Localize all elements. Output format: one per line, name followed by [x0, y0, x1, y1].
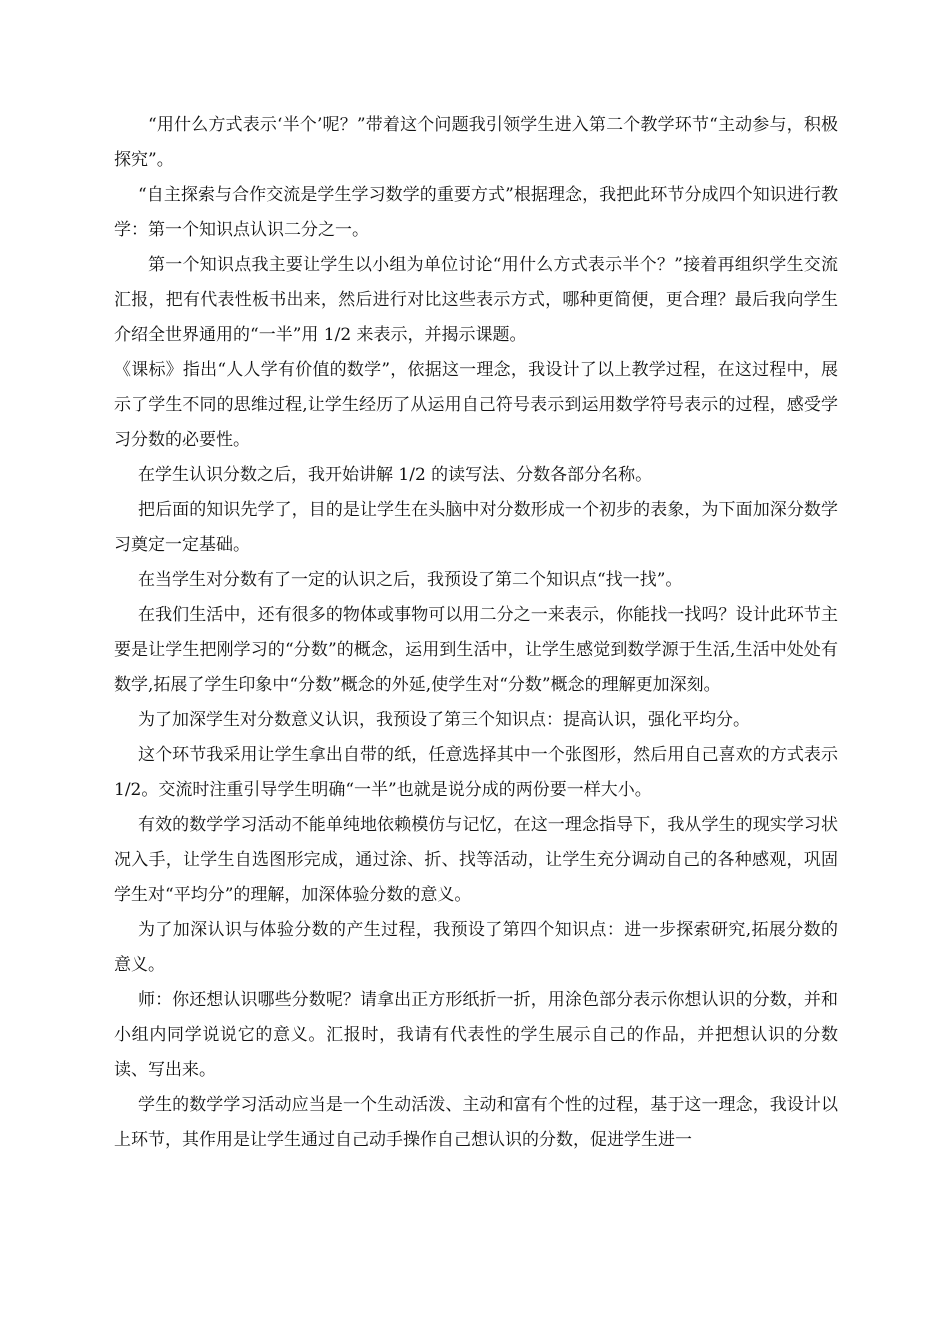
- paragraph-1: “用什么方式表示‘半个’呢？”带着这个问题我引领学生进入第二个教学环节“主动参与，积极探究”。: [114, 115, 838, 170]
- paragraph-6: 把后面的知识先学了，目的是让学生在头脑中对分数形成一个初步的表象，为下面加深分数学习奠定一定基础。: [114, 500, 838, 555]
- paragraph-4: 《课标》指出“人人学有价值的数学”，依据这一理念，我设计了以上教学过程，在这过程中，展示了学生不同的思维过程,让学生经历了从运用自己符号表示到运用数学符号表示的过程，感受学习分数的必要性。: [114, 360, 838, 450]
- paragraph-5: 在学生认识分数之后，我开始讲解 1/2 的读写法、分数各部分名称。: [138, 465, 653, 485]
- paragraph-10: 这个环节我采用让学生拿出自带的纸，任意选择其中一个张图形，然后用自己喜欢的方式表示 1/2。交流时注重引导学生明确“一半”也就是说分成的两份要一样大小。: [114, 745, 838, 800]
- paragraph-9: 为了加深学生对分数意义认识，我预设了第三个知识点：提高认识，强化平均分。: [138, 710, 750, 730]
- paragraph-3: 第一个知识点我主要让学生以小组为单位讨论“用什么方式表示半个？”接着再组织学生交流汇报，把有代表性板书出来，然后进行对比这些表示方式，哪种更简便，更合理？最后我向学生介绍全世界通用的“一半”用 1/2 来表示，并揭示课题。: [114, 255, 838, 345]
- paragraph-12: 为了加深认识与体验分数的产生过程，我预设了第四个知识点：进一步探索研究,拓展分数的意义。: [114, 920, 838, 975]
- paragraph-11: 有效的数学学习活动不能单纯地依赖模仿与记忆，在这一理念指导下，我从学生的现实学习状况入手，让学生自选图形完成，通过涂、折、找等活动，让学生充分调动自己的各种感观，巩固学生对“平均分”的理解，加深体验分数的意义。: [114, 815, 838, 905]
- paragraph-14: 学生的数学学习活动应当是一个生动活泼、主动和富有个性的过程，基于这一理念，我设计以上环节，其作用是让学生通过自己动手操作自己想认识的分数，促进学生进一: [114, 1095, 838, 1150]
- paragraph-8: 在我们生活中，还有很多的物体或事物可以用二分之一来表示，你能找一找吗？设计此环节主要是让学生把刚学习的“分数”的概念，运用到生活中，让学生感觉到数学源于生活,生活中处处有数学,拓展了学生印象中“分数”概念的外延,使学生对“分数”概念的理解更加深刻。: [114, 605, 838, 695]
- paragraph-13: 师：你还想认识哪些分数呢？请拿出正方形纸折一折，用涂色部分表示你想认识的分数，并和小组内同学说说它的意义。汇报时，我请有代表性的学生展示自己的作品，并把想认识的分数读、写出来。: [114, 990, 838, 1080]
- body-text: [114, 108, 838, 1158]
- paragraph-7: 在当学生对分数有了一定的认识之后，我预设了第二个知识点“找一找”。: [138, 570, 683, 590]
- paragraph-2: “自主探索与合作交流是学生学习数学的重要方式”根据理念，我把此环节分成四个知识进行教学：第一个知识点认识二分之一。: [114, 185, 838, 240]
